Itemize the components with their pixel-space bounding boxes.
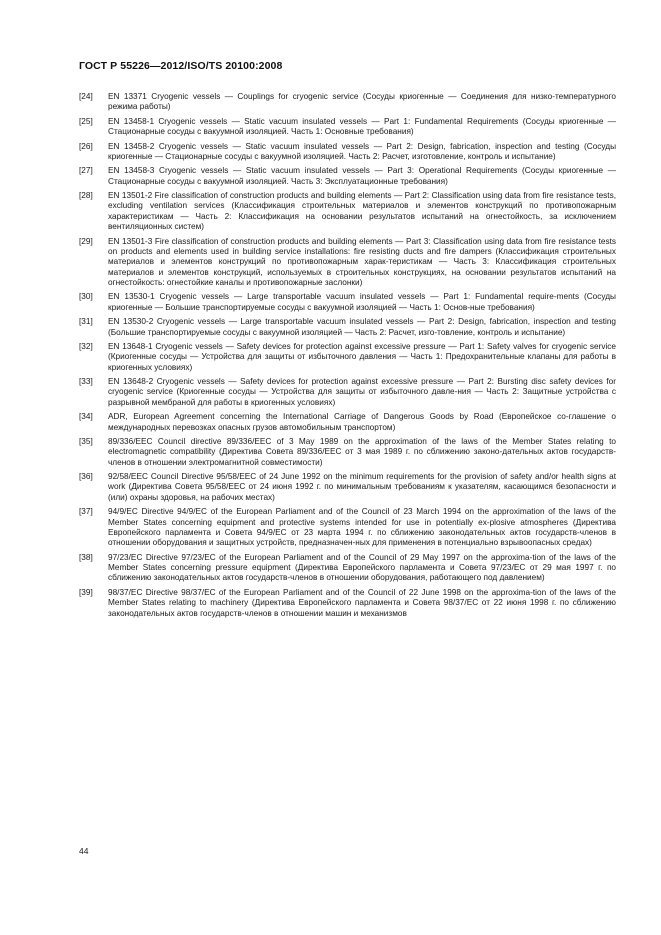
reference-text: EN 13530-1 Cryogenic vessels — Large transportable vacuum insulated vessels — Part 1: Fundamental require-ments (Сосуды криогенные — Большие транспортируемые сосуды с вакуумной изоляцией — Часть 1: Основ-ные требования) (108, 292, 616, 312)
reference-text: EN 13458-1 Cryogenic vessels — Static vacuum insulated vessels — Part 1: Fundamental Requirements (Сосуды криогенные — Стационарные сосуды с вакуумной изоляцией. Часть 1: Основные требования) (108, 116, 616, 137)
reference-text: EN 13371 Cryogenic vessels — Couplings for cryogenic service (Сосуды криогенные — Соединения для низко-температурного режима работы) (108, 92, 616, 112)
reference-number: [32] (79, 341, 93, 351)
reference-item (79, 117, 616, 138)
reference-item (79, 191, 616, 232)
reference-number: [35] (79, 437, 93, 446)
reference-text: EN 13458-3 Cryogenic vessels — Static vacuum insulated vessels — Part 3: Operational Requirements (Сосуды криогенные — Стационарные сосуды с вакуумной изоляцией. Часть 3: Эксплуатационные требования) (108, 166, 616, 186)
reference-text: EN 13530-2 Cryogenic vessels — Large transportable vacuum insulated vessels — Part 2: Design, fabrication, inspection and testing (Большие транспортируемые сосуды с вакуумной изоляцией — Часть 2: Расчет, изго-товление, контроль и испытание) (108, 317, 616, 337)
reference-number: [37] (79, 507, 93, 517)
reference-item (79, 292, 616, 313)
reference-list (79, 92, 616, 623)
reference-item (79, 92, 616, 113)
reference-text: EN 13648-1 Cryogenic vessels — Safety devices for protection against excessive pressure — Part 1: Safety valves for cryogenic service (Криогенные сосуды — Устройства для защиты от избыточного давления — Часть 1: Предохранительные клапаны для работы в криогенных условиях) (108, 341, 616, 372)
reference-text: 94/9/EC Directive 94/9/EC of the European Parliament and of the Council of 23 March 1994 on the approximation of the laws of the Member States concerning equipment and protective systems intended for use in potentially ex-plosive atmospheres (Директива Европейского парламента и Совета 94/9/EC от 23 марта 1994 г. по сближению законодательных актов государств-членов в отношении оборудования и защитных устройств, предназначен-ных для применения в потенциально взрывоопасных средах) (108, 507, 616, 548)
reference-number: [28] (79, 191, 93, 201)
reference-item (79, 437, 616, 468)
reference-text: EN 13458-2 Cryogenic vessels — Static vacuum insulated vessels — Part 2: Design, fabrication, inspection and testing (Сосуды криогенные — Стационарные сосуды с вакуумной изоляцией. Часть 2: Расчет, изготовление, контроль и испытание) (108, 141, 616, 161)
reference-text: EN 13501-2 Fire classification of construction products and building elements — Part 2: Classification using data from fire resistance tests, excluding ventilation services (Классификация строительных материалов и элементов конструкций по противопожарным характеристикам — Часть 2: Классификация на основании результатов испытаний на огнестойкость, за исключением вентиляционных систем) (108, 191, 616, 232)
reference-number: [31] (79, 317, 93, 327)
page-number: 44 (79, 846, 89, 856)
reference-number: [26] (79, 141, 93, 151)
reference-number: [33] (79, 377, 93, 387)
reference-item (79, 237, 616, 289)
reference-text: EN 13501-3 Fire classification of construction products and building elements — Part 3: Classification using data from fire resistance tests on products and elements used in building service installations: fire resisting ducts and fire dampers (Классификация строительных материалов и элементов конструкций по противопожарным харак-теристикам — Часть 3: Классификация строительных материалов и элементов конструкций, используемых в строительных конструкциях, на основании результатов испытаний на огнестойкость: огнестойкие каналы и противопожарные заслонки) (108, 236, 616, 287)
reference-item (79, 166, 616, 187)
reference-text: 92/58/EEC Council Directive 95/58/EEC of 24 June 1992 on the minimum requirements for the provision of safety and/or health signs at work (Директива Совета 95/58/EEC от 24 июня 1992 г. по минимальным требованиям к указателям, касающимся безопасности и (или) охраны здоровья, на рабочих местах) (108, 472, 616, 502)
reference-number: [24] (79, 92, 93, 101)
reference-number: [36] (79, 472, 93, 482)
document-header: ГОСТ Р 55226—2012/ISO/TS 20100:2008 (79, 60, 283, 72)
reference-text: EN 13648-2 Cryogenic vessels — Safety devices for protection against excessive pressure — Part 2: Bursting disc safety devices for cryogenic service (Криогенные сосуды — Устройства для защиты от избыточного давле-ния — Часть 2: Защитные устройства с разрывной мембраной для работы в криогенных условиях) (108, 377, 616, 407)
reference-text: 98/37/EC Directive 98/37/EC of the European Parliament and of the Council of 22 June 1998 on the approxima-tion of the laws of the Member States relating to machinery (Директива Европейского парламента и Совета 98/37/EC от 22 июня 1998 г. по сближению законодательных актов государств-членов в отношении машин и механизмов (108, 587, 616, 618)
reference-number: [39] (79, 587, 93, 597)
reference-item (79, 342, 616, 373)
reference-item (79, 553, 616, 584)
reference-item (79, 142, 616, 163)
reference-text: ADR, European Agreement concerning the International Carriage of Dangerous Goods by Road (Европейское со-глашение о международных перевозках опасных грузов автомобильным транспортом) (108, 412, 616, 432)
reference-item (79, 507, 616, 548)
reference-item (79, 412, 616, 433)
reference-number: [38] (79, 552, 93, 562)
reference-item (79, 472, 616, 503)
reference-number: [34] (79, 412, 93, 422)
reference-text: 89/336/EEC Council directive 89/336/EEC of 3 May 1989 on the approximation of the laws of the Member States relating to electromagnetic compatibility (Директива Совета 89/336/EEC от 3 мая 1989 г. по сближению законо-дательных актов государств-членов в отношении электромагнитной совместимости) (108, 437, 616, 467)
reference-number: [27] (79, 166, 93, 176)
reference-item (79, 588, 616, 619)
reference-item (79, 377, 616, 408)
reference-number: [29] (79, 236, 93, 246)
reference-text: 97/23/EC Directive 97/23/EC of the European Parliament and of the Council of 29 May 1997 on the approxima-tion of the laws of the Member States concerning pressure equipment (Директива Европейского парламента и Совета 97/23/EC от 29 мая 1997 г. по сближению законодательных актов государств-членов в отношении оборудования, работающего под давлением) (108, 552, 616, 583)
reference-number: [30] (79, 292, 93, 302)
reference-number: [25] (79, 116, 93, 126)
reference-item (79, 317, 616, 338)
